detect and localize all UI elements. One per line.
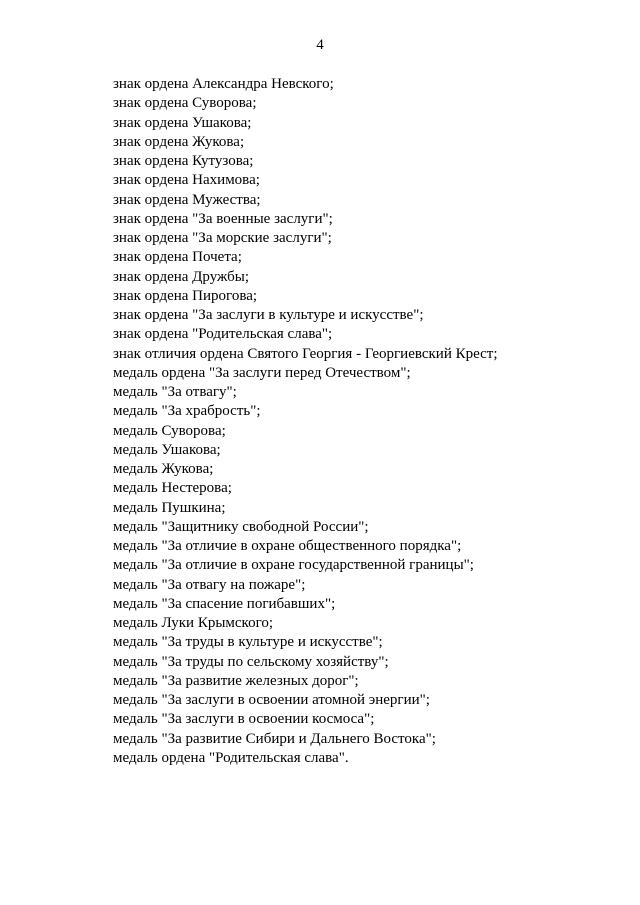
list-item: медаль Нестерова; <box>113 480 232 497</box>
list-item: знак ордена Пирогова; <box>113 287 258 304</box>
list-item: знак ордена "За военные заслуги"; <box>113 210 333 227</box>
list-item: медаль "За храбрость"; <box>113 403 261 420</box>
list-item: знак ордена "За заслуги в культуре и искусстве"; <box>113 307 424 323</box>
list-item: знак ордена Александра Невского; <box>113 76 334 92</box>
list-item: знак ордена Мужества; <box>113 191 261 208</box>
list-item: медаль "За отвагу"; <box>113 384 237 400</box>
list-item: медаль "За спасение погибавших"; <box>113 595 336 612</box>
page-number: 4 <box>316 37 324 53</box>
list-item: медаль "За заслуги в освоении атомной энергии"; <box>113 692 430 708</box>
list-item: знак ордена Дружбы; <box>113 268 250 285</box>
list-item: медаль Луки Крымского; <box>113 615 274 631</box>
list-item: знак ордена Суворова; <box>113 95 257 112</box>
list-item: знак ордена "Родительская слава"; <box>113 326 333 343</box>
list-item: знак ордена Нахимова; <box>113 172 260 189</box>
list-item: медаль "За отличие в охране государственной границы"; <box>113 557 474 574</box>
list-item: медаль "За заслуги в освоении космоса"; <box>113 711 375 728</box>
list-item: медаль "За труды в культуре и искусстве"; <box>113 634 383 651</box>
list-item: медаль ордена "Родительская слава". <box>113 749 349 766</box>
list-item: медаль "Защитнику свободной России"; <box>113 518 369 535</box>
awards-list <box>113 75 498 768</box>
list-item: медаль Жукова; <box>113 461 214 477</box>
list-item: медаль Суворова; <box>113 422 226 439</box>
list-item: медаль Пушкина; <box>113 499 226 516</box>
list-item: медаль "За развитие железных дорог"; <box>113 672 359 689</box>
list-item: знак ордена Ушакова; <box>113 114 252 131</box>
list-item: медаль ордена "За заслуги перед Отечеством"; <box>113 364 411 381</box>
list-item: медаль Ушакова; <box>113 441 221 458</box>
list-item: знак ордена "За морские заслуги"; <box>113 230 332 246</box>
list-item: медаль "За отвагу на пожаре"; <box>113 576 306 593</box>
list-item: знак ордена Кутузова; <box>113 153 254 169</box>
list-item: знак отличия ордена Святого Георгия - Георгиевский Крест; <box>113 345 498 362</box>
list-item: знак ордена Почета; <box>113 249 242 266</box>
list-item: медаль "За труды по сельскому хозяйству"; <box>113 653 389 670</box>
list-item: знак ордена Жукова; <box>113 133 245 150</box>
list-item: медаль "За развитие Сибири и Дальнего Востока"; <box>113 730 436 747</box>
list-item: медаль "За отличие в охране общественного порядка"; <box>113 538 462 554</box>
